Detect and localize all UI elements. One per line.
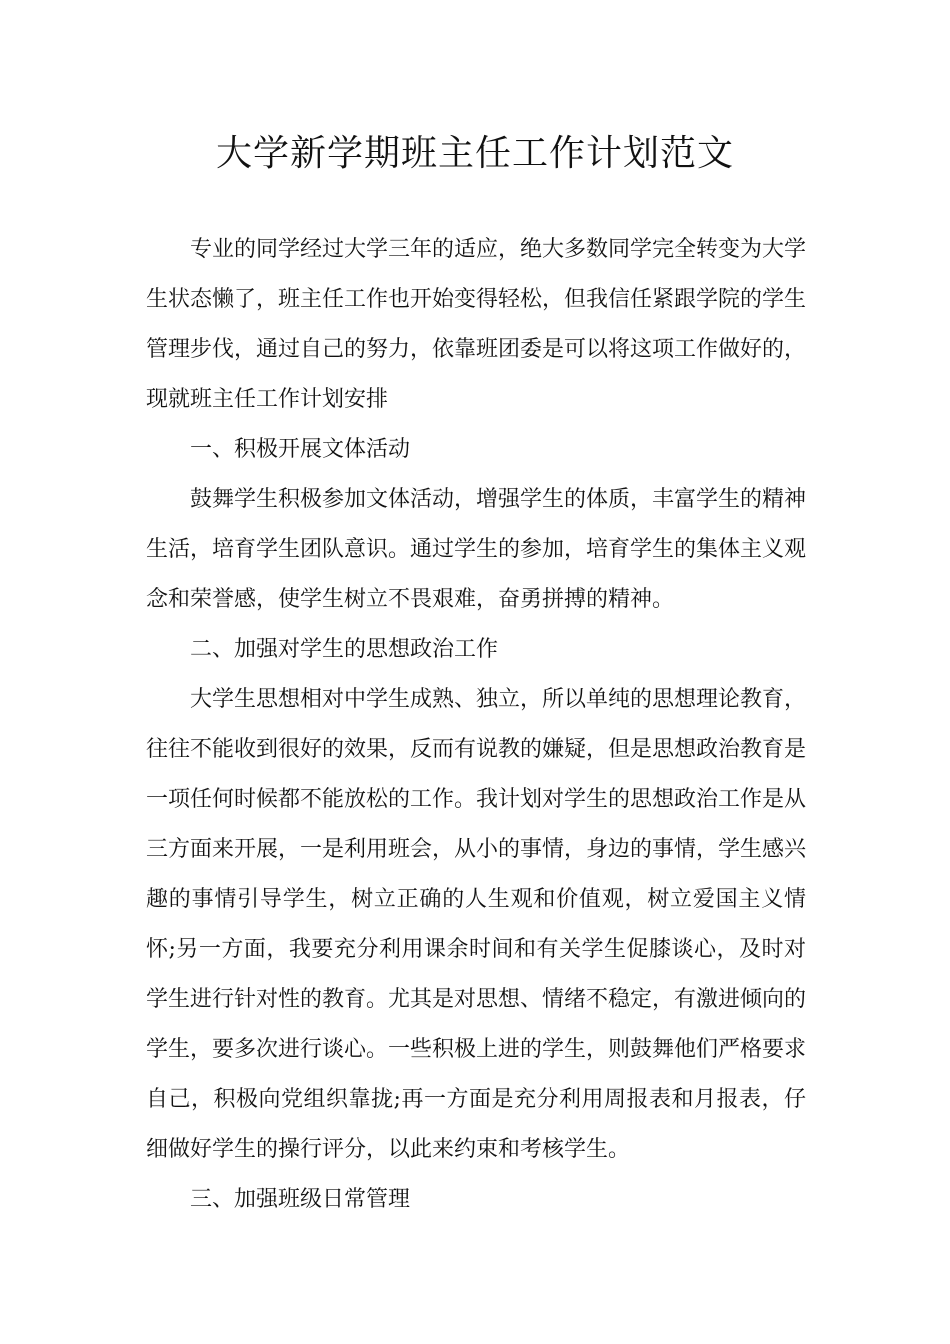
section-1-paragraph: 鼓舞学生积极参加文体活动，增强学生的体质，丰富学生的精神生活，培育学生团队意识。通过学生的参加，培育学生的集体主义观念和荣誉感，使学生树立不畏艰难，奋勇拼搏的精神。 <box>146 487 807 612</box>
intro-paragraph: 专业的同学经过大学三年的适应，绝大多数同学完全转变为大学生状态懒了，班主任工作也开始变得轻松，但我信任紧跟学院的学生管理步伐，通过自己的努力，依靠班团委是可以将这项工作做好的，现就班主任工作计划安排 <box>146 237 807 412</box>
document-title: 大学新学期班主任工作计划范文 <box>215 133 734 174</box>
section-heading-1: 一、积极开展文体活动 <box>190 437 411 462</box>
section-heading-2: 二、加强对学生的思想政治工作 <box>190 637 499 662</box>
section-heading-3: 三、加强班级日常管理 <box>190 1187 411 1212</box>
section-2-paragraph: 大学生思想相对中学生成熟、独立，所以单纯的思想理论教育，往往不能收到很好的效果，反而有说教的嫌疑，但是思想政治教育是一项任何时候都不能放松的工作。我计划对学生的思想政治工作是从三方面来开展，一是利用班会，从小的事情，身边的事情，学生感兴趣的事情引导学生，树立正确的人生观和价值观，树立爱国主义情怀;另一方面，我要充分利用课余时间和有关学生促膝谈心，及时对学生进行针对性的教育。尤其是对思想、情绪不稳定，有激进倾向的学生，要多次进行谈心。一些积极上进的学生，则鼓舞他们严格要求自己，积极向党组织靠拢;再一方面是充分利用周报表和月报表，仔细做好学生的操行评分，以此来约束和考核学生。 <box>146 687 807 1162</box>
document-body <box>146 225 806 1225</box>
